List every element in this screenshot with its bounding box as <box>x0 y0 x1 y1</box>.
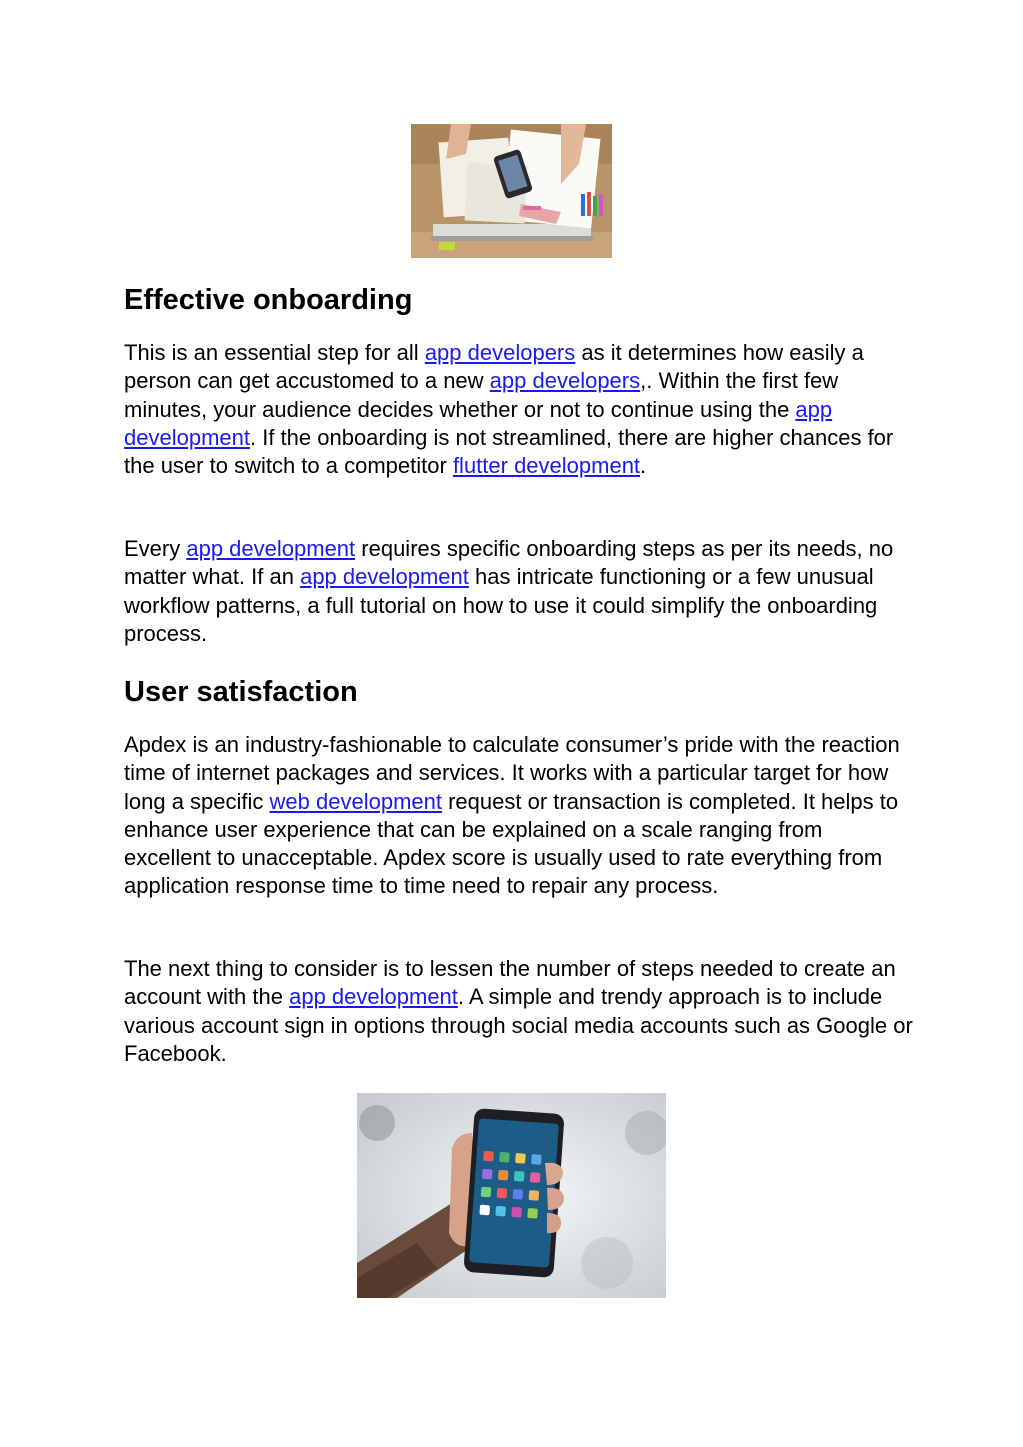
text-run: . <box>640 453 647 479</box>
onboarding-paragraph-2 <box>124 535 914 648</box>
app-development-link[interactable]: app development <box>289 984 458 1010</box>
text-run: . A simple and trendy approach is to include various account sign in options through social media accounts such as Google or Facebook. <box>124 984 913 1066</box>
text-run: request or transaction is completed. It helps to enhance user experience that can be explained on a scale ranging from excellent to unacceptable. Apdex score is usually used to rate everything from application response time to time need to repair any process. <box>124 788 899 899</box>
app-developers-link[interactable]: app developers <box>424 340 576 365</box>
app-development-link[interactable]: app development <box>300 564 469 590</box>
app-development-link[interactable]: app development <box>124 396 833 450</box>
text-run: as it determines how easily a person can get accustomed to a new <box>124 340 864 394</box>
text-run: ,. Within the first few minutes, your audience decides whether or not to continue using the <box>124 368 839 422</box>
desk-smartphone-image <box>411 124 612 258</box>
text-run: requires specific onboarding steps as per its needs, no matter what. If an <box>124 536 894 590</box>
section-heading-onboarding: Effective onboarding <box>124 284 413 316</box>
satisfaction-paragraph-1 <box>124 731 914 901</box>
hand-smartphone-image <box>357 1093 666 1298</box>
text-run: The next thing to consider is to lessen the number of steps needed to create an account with the <box>124 956 896 1010</box>
text-run: Apdex is an industry-fashionable to calculate consumer’s pride with the reaction time of internet packages and services. It works with a particular target for how long a specific <box>124 732 900 814</box>
section-heading-user-satisfaction: User satisfaction <box>124 676 358 708</box>
onboarding-paragraph-1 <box>124 339 914 480</box>
text-run: has intricate functioning or a few unusual workflow patterns, a full tutorial on how to use it could simplify the onboarding process. <box>124 564 878 646</box>
app-developers-link[interactable]: app developers <box>489 368 641 394</box>
text-run: This is an essential step for all <box>124 340 425 365</box>
app-development-link[interactable]: app development <box>186 536 356 561</box>
hand-holding-smartphone-photo <box>357 1093 666 1298</box>
text-run: Every <box>124 536 187 561</box>
desk-with-smartphone-and-papers-photo <box>411 124 612 258</box>
web-development-link[interactable]: web development <box>269 788 442 814</box>
text-run: . If the onboarding is not streamlined, there are higher chances for the user to switch to a competitor <box>124 424 894 479</box>
flutter-development-link[interactable]: flutter development <box>452 453 641 479</box>
satisfaction-paragraph-2 <box>124 955 914 1068</box>
